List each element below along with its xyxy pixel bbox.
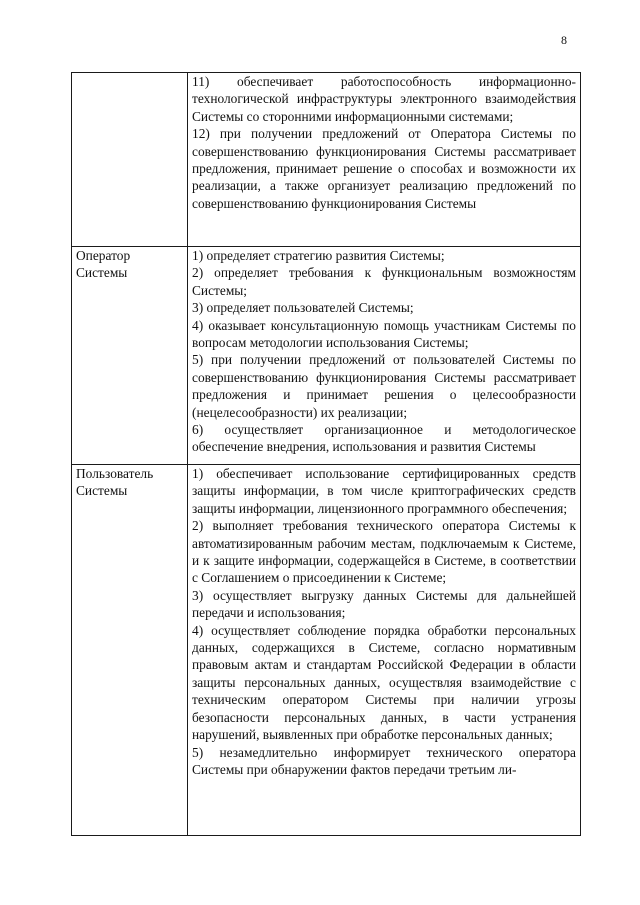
page-number: 8 <box>561 33 567 47</box>
duty-item: 12) при получении предложений от Оператора Системы по совершенствованию функционирования Системы рассматривает предложения, принимает решение о способах и возможности их реализации, а также организует реализацию предложений по совершенствованию функционирования Системы <box>192 126 576 211</box>
duty-item: 4) осуществляет соблюдение порядка обработки персональных данных, содержащихся в Системе, согласно нормативным правовым актам и стандартам Российской Федерации в области защиты персональных данных, осуществляя взаимодействие с техническим оператором Системы при наличии угрозы безопасности персональных данных, в части устранения нарушений, выявленных при обработке персональных данных; <box>192 622 576 743</box>
role-cell <box>72 465 188 836</box>
duty-item: 11) обеспечивает работоспособность информационно-технологической инфраструктуры электронного взаимодействия Системы со сторонними информационными системами; <box>192 74 576 124</box>
duty-item: 2) определяет требования к функциональным возможностям Системы; <box>192 265 576 298</box>
table-row <box>72 73 581 247</box>
duty-item: 1) определяет стратегию развития Системы; <box>192 248 445 263</box>
role-label: Оператор Системы <box>76 248 131 281</box>
duty-item: 1) обеспечивает использование сертифицированных средств защиты информации, в том числе криптографических средств защиты информации, лицензионного программного обеспечения; <box>192 466 576 516</box>
duty-item: 5) незамедлительно информирует технического оператора Системы при обнаружении фактов передачи третьим ли- <box>192 744 576 777</box>
table-row <box>72 247 581 465</box>
role-cell <box>72 73 188 247</box>
duties-cell <box>188 247 581 465</box>
role-cell <box>72 247 188 465</box>
duty-item: 6) осуществляет организационное и методологическое обеспечение внедрения, использования и развития Системы <box>192 422 576 455</box>
duty-item: 4) оказывает консультационную помощь участникам Системы по вопросам методологии использования Системы; <box>192 317 576 351</box>
duty-item: 3) определяет пользователей Системы; <box>192 300 414 316</box>
duty-item: 3) осуществляет выгрузку данных Системы для дальнейшей передачи и использования; <box>192 587 576 621</box>
responsibilities-table <box>71 72 581 836</box>
table-row <box>72 465 581 836</box>
duty-item: 2) выполняет требования технического оператора Системы к автоматизированным рабочим местам, подключаемым к Системе, и к защите информации, содержащейся в Системе, в соответствии с Соглашением о присоединении к Системе; <box>192 518 576 586</box>
duties-cell <box>188 465 581 836</box>
role-label: Пользователь Системы <box>76 466 154 499</box>
duties-cell <box>188 73 581 247</box>
duty-item: 5) при получении предложений от пользователей Системы по совершенствованию функционирования Системы рассматривает предложения и принимает решения о целесообразности (нецелесообразности) их реализации; <box>192 352 576 420</box>
